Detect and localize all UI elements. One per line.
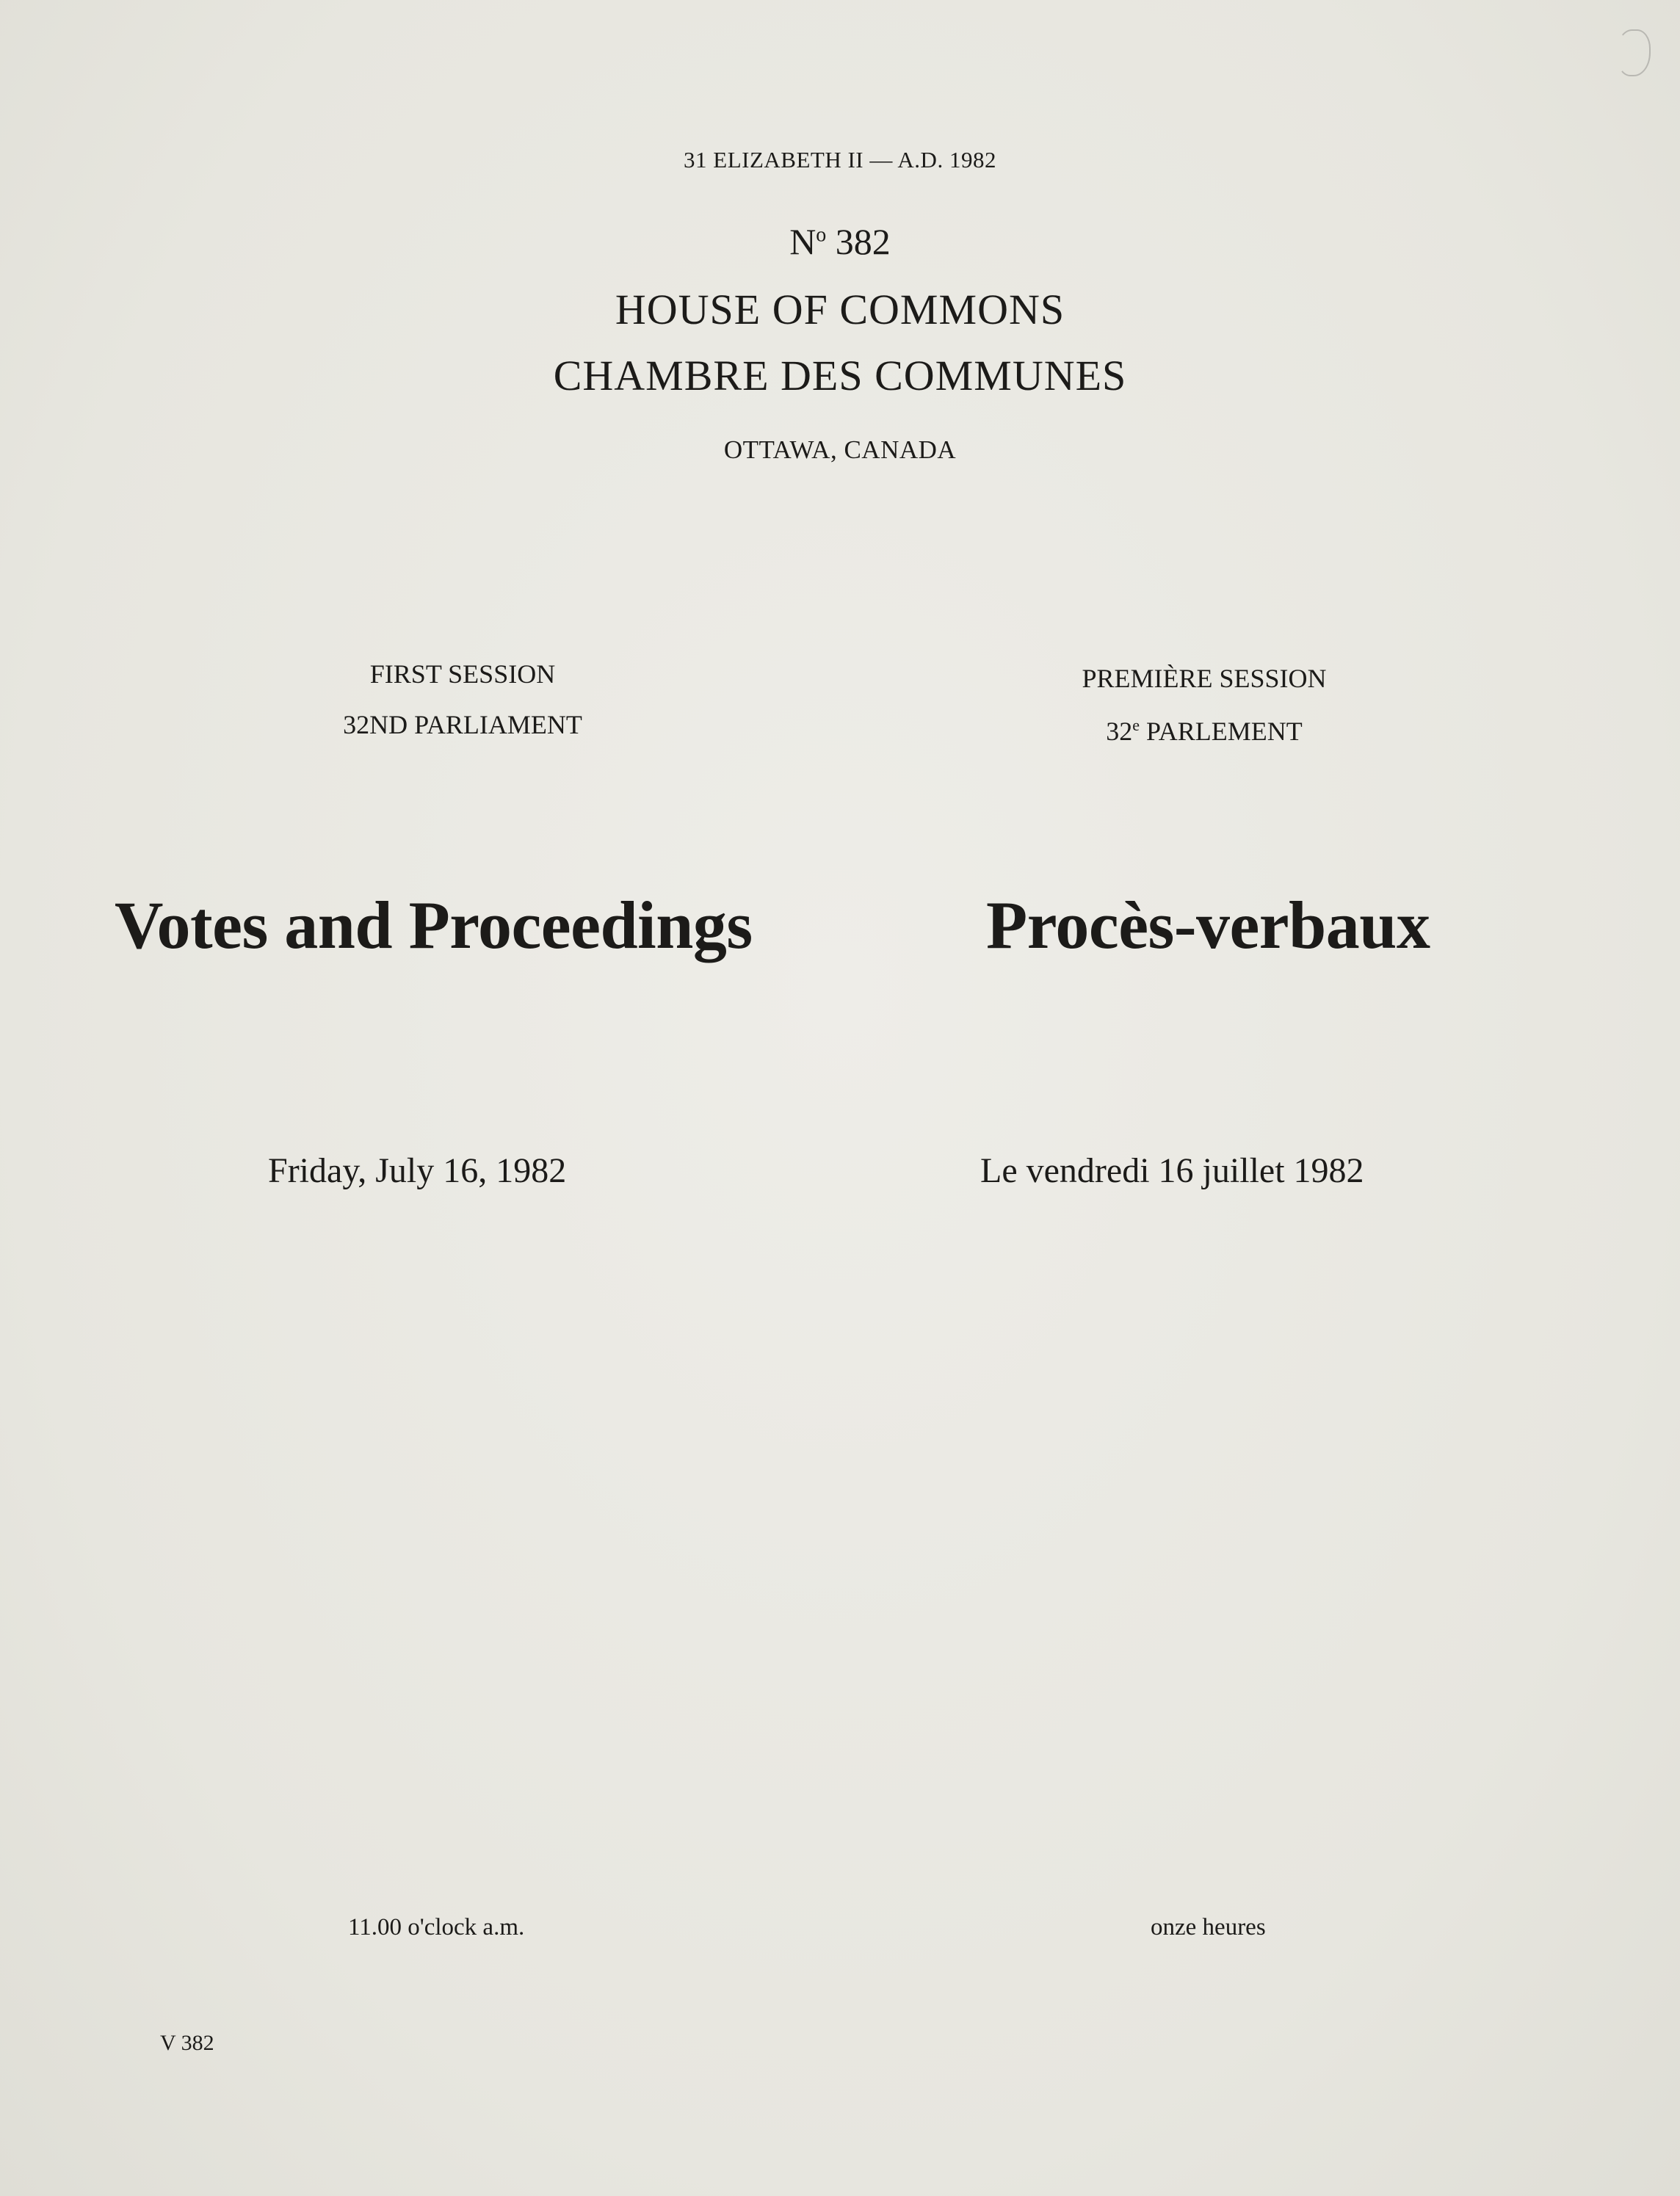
issue-number — [0, 220, 1680, 263]
city-line: OTTAWA, CANADA — [723, 435, 957, 464]
parliament-fr-number: 32 — [1106, 717, 1133, 746]
issue-number-prefix: N — [789, 221, 817, 262]
issue-number-value: 382 — [826, 221, 891, 262]
parliament-fr-word: PARLEMENT — [1140, 717, 1303, 746]
session-en: FIRST SESSION — [369, 659, 556, 689]
pencil-mark — [1617, 29, 1651, 76]
title-en: Votes and Proceedings — [115, 888, 753, 963]
parliament-fr — [984, 716, 1424, 747]
parliament-en: 32ND PARLIAMENT — [343, 710, 582, 739]
title-fr: Procès-verbaux — [986, 888, 1430, 963]
house-title-fr: CHAMBRE DES COMMUNES — [553, 352, 1127, 399]
date-en: Friday, July 16, 1982 — [268, 1151, 567, 1190]
sitting-time-en: 11.00 o'clock a.m. — [348, 1914, 525, 1940]
sitting-time-fr: onze heures — [1151, 1914, 1266, 1940]
regnal-year-line: 31 ELIZABETH II — A.D. 1982 — [684, 147, 996, 173]
bleed-through-right — [866, 264, 1571, 1953]
house-title-en: HOUSE OF COMMONS — [615, 286, 1065, 333]
issue-number-sup: o — [816, 223, 827, 247]
session-fr: PREMIÈRE SESSION — [1082, 664, 1327, 693]
bleed-through-left — [132, 264, 837, 1953]
volume-number: V 382 — [160, 2031, 214, 2055]
date-fr: Le vendredi 16 juillet 1982 — [980, 1151, 1364, 1190]
parliament-fr-sup: e — [1132, 716, 1140, 734]
